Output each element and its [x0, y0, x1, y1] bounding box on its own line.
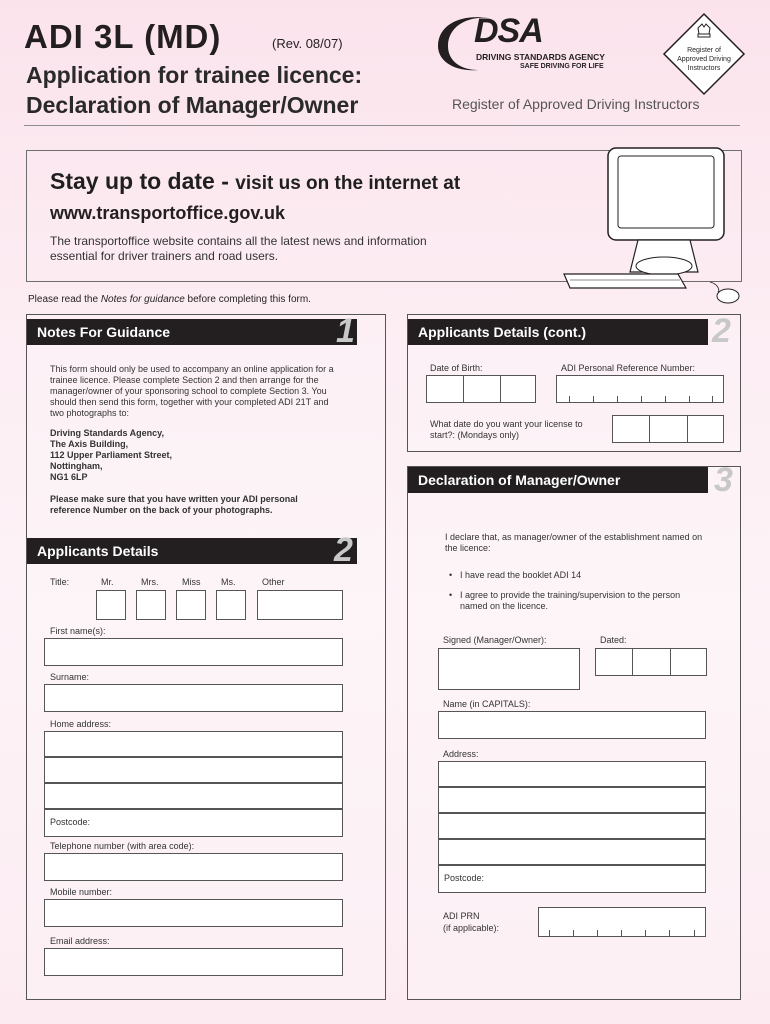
surname-field[interactable]: [44, 684, 343, 712]
applicant-cont-section-header: [408, 319, 708, 345]
address-line-2: The Axis Building,: [50, 439, 129, 449]
adi-prn-field[interactable]: [538, 907, 706, 937]
declaration-address-line-3[interactable]: [438, 813, 706, 839]
surname-label: Surname:: [50, 672, 90, 682]
address-line-1: Driving Standards Agency,: [50, 428, 165, 438]
date-divider-2: [670, 649, 671, 676]
please-read-italic: Notes for guidance: [100, 294, 185, 305]
declaration-postcode-label: Postcode:: [444, 873, 485, 883]
mobile-label: Mobile number:: [50, 887, 113, 897]
first-names-field[interactable]: [44, 638, 343, 666]
declaration-bullet-1: I have read the booklet ADI 14: [460, 570, 582, 580]
title-ms-checkbox[interactable]: [216, 590, 246, 620]
adi-prn-label-1: ADI PRN: [443, 911, 480, 921]
declaration-section-header: [408, 467, 708, 493]
website-url[interactable]: www.transportoffice.gov.uk: [50, 203, 286, 223]
title-mr-checkbox[interactable]: [96, 590, 126, 620]
adi-ref-field[interactable]: [556, 375, 724, 403]
adi-ref-label: ADI Personal Reference Number:: [561, 363, 696, 373]
please-read-prefix: Please read the: [28, 294, 101, 305]
dsa-letters: DSA: [474, 12, 543, 50]
tick: [641, 396, 642, 402]
postcode-label: Postcode:: [50, 817, 91, 827]
notes-section-header: [27, 319, 357, 345]
computer-illustration: [560, 142, 750, 312]
title-miss-checkbox[interactable]: [176, 590, 206, 620]
home-address-line-2[interactable]: [44, 757, 343, 783]
revision-label: (Rev. 08/07): [272, 36, 343, 51]
tick: [617, 396, 618, 402]
title-mrs-checkbox[interactable]: [136, 590, 166, 620]
adi-prn-ticks: [549, 926, 695, 936]
signed-label: Signed (Manager/Owner):: [443, 635, 547, 645]
tick: [569, 396, 570, 402]
tick: [669, 930, 670, 936]
home-address-line-1[interactable]: [44, 731, 343, 757]
tick: [573, 930, 574, 936]
email-field[interactable]: [44, 948, 343, 976]
tick: [694, 930, 695, 936]
title-mrs-label: Mrs.: [141, 577, 159, 587]
declaration-address-label: Address:: [443, 749, 479, 759]
bullet-dot: •: [449, 570, 453, 580]
tick: [665, 396, 666, 402]
adi-prn-label-2: (if applicable):: [443, 923, 500, 933]
home-address-line-3[interactable]: [44, 783, 343, 809]
telephone-label: Telephone number (with area code):: [50, 841, 195, 851]
address-line-5: NG1 6LP: [50, 472, 88, 482]
tick: [621, 930, 622, 936]
crest-line1: Register of: [687, 47, 721, 54]
applicant-cont-section-number: 2: [712, 312, 731, 350]
name-capitals-label: Name (in CAPITALS):: [443, 699, 531, 709]
tick: [712, 396, 713, 402]
dsa-agency-name: DRIVING STANDARDS AGENCY: [476, 52, 605, 62]
start-date-field[interactable]: [612, 415, 724, 443]
form-title-line2: Declaration of Manager/Owner: [26, 92, 359, 118]
start-divider-1: [649, 416, 650, 443]
tick: [549, 930, 550, 936]
declaration-bullet-2: I agree to provide the training/supervision to the person named on the licence.: [460, 590, 681, 611]
declaration-intro: I declare that, as manager/owner of the establishment named on the licence:: [445, 532, 703, 553]
crest-line3: Instructors: [687, 65, 721, 72]
dsa-logo: [432, 12, 622, 76]
tick: [689, 396, 690, 402]
declaration-section-number: 3: [714, 461, 733, 499]
tick: [597, 930, 598, 936]
dob-field[interactable]: [426, 375, 536, 403]
start-date-label: What date do you want your license to start?: (Mondays only): [430, 419, 583, 440]
form-code: ADI 3L (MD): [24, 18, 222, 55]
register-text: Register of Approved Driving Instructors: [452, 96, 700, 112]
form-title-line1: Application for trainee licence:: [26, 62, 363, 88]
address-line-3: 112 Upper Parliament Street,: [50, 450, 173, 460]
internet-heading-main: Stay up to date -: [50, 168, 229, 194]
tick: [645, 930, 646, 936]
dob-divider-1: [463, 376, 464, 403]
title-other-field[interactable]: [257, 590, 343, 620]
home-address-label: Home address:: [50, 719, 112, 729]
tick: [593, 396, 594, 402]
email-label: Email address:: [50, 936, 110, 946]
dob-divider-2: [500, 376, 501, 403]
title-other-label: Other: [262, 577, 285, 587]
start-divider-2: [687, 416, 688, 443]
register-crest: [662, 12, 746, 96]
notes-section-number: 1: [336, 312, 355, 350]
mobile-field[interactable]: [44, 899, 343, 927]
internet-heading: [50, 168, 460, 195]
declaration-address-line-1[interactable]: [438, 761, 706, 787]
address-line-4: Nottingham,: [50, 461, 103, 471]
please-read-suffix: before completing this form.: [184, 294, 311, 305]
signature-field[interactable]: [438, 648, 580, 690]
please-read-notice: [28, 294, 311, 305]
notes-address: [50, 428, 300, 483]
crest-line2: Approved Driving: [677, 56, 731, 63]
adi-ref-ticks: [569, 392, 713, 402]
title-label: Title:: [50, 577, 70, 587]
declaration-address-line-4[interactable]: [438, 839, 706, 865]
applicant-title: Applicants Details: [37, 543, 159, 559]
internet-description: The transportoffice website contains all the latest news and information essential for driver trainers and road users.: [50, 234, 427, 263]
dsa-tagline: SAFE DRIVING FOR LIFE: [520, 63, 604, 70]
notes-body: This form should only be used to accompany an online application for a trainee licence. Please complete Section 2 and then arrange for the manager/owner of your sponsoring school to complete Section 3. You should then send this form, together with your completed ADI 21T and two photographs to:: [50, 364, 334, 418]
first-names-label: First name(s):: [50, 626, 106, 636]
applicant-cont-title: Applicants Details (cont.): [418, 324, 587, 340]
name-capitals-field[interactable]: [438, 711, 706, 739]
declaration-title: Declaration of Manager/Owner: [418, 472, 621, 488]
dated-label: Dated:: [600, 635, 627, 645]
applicant-section-header: [27, 538, 357, 564]
bullet-dot: •: [449, 590, 453, 600]
title-ms-label: Ms.: [221, 577, 236, 587]
header-divider: [24, 125, 740, 126]
declaration-date-field[interactable]: [595, 648, 707, 676]
applicant-section-number: 2: [334, 531, 353, 569]
declaration-address-line-2[interactable]: [438, 787, 706, 813]
telephone-field[interactable]: [44, 853, 343, 881]
notes-title: Notes For Guidance: [37, 324, 171, 340]
notes-photo-note: Please make sure that you have written your ADI personal reference Number on the back of your photographs.: [50, 494, 298, 515]
internet-heading-sub: visit us on the internet at: [235, 173, 461, 194]
dob-label: Date of Birth:: [430, 363, 483, 373]
date-divider-1: [632, 649, 633, 676]
title-miss-label: Miss: [182, 577, 201, 587]
title-mr-label: Mr.: [101, 577, 114, 587]
